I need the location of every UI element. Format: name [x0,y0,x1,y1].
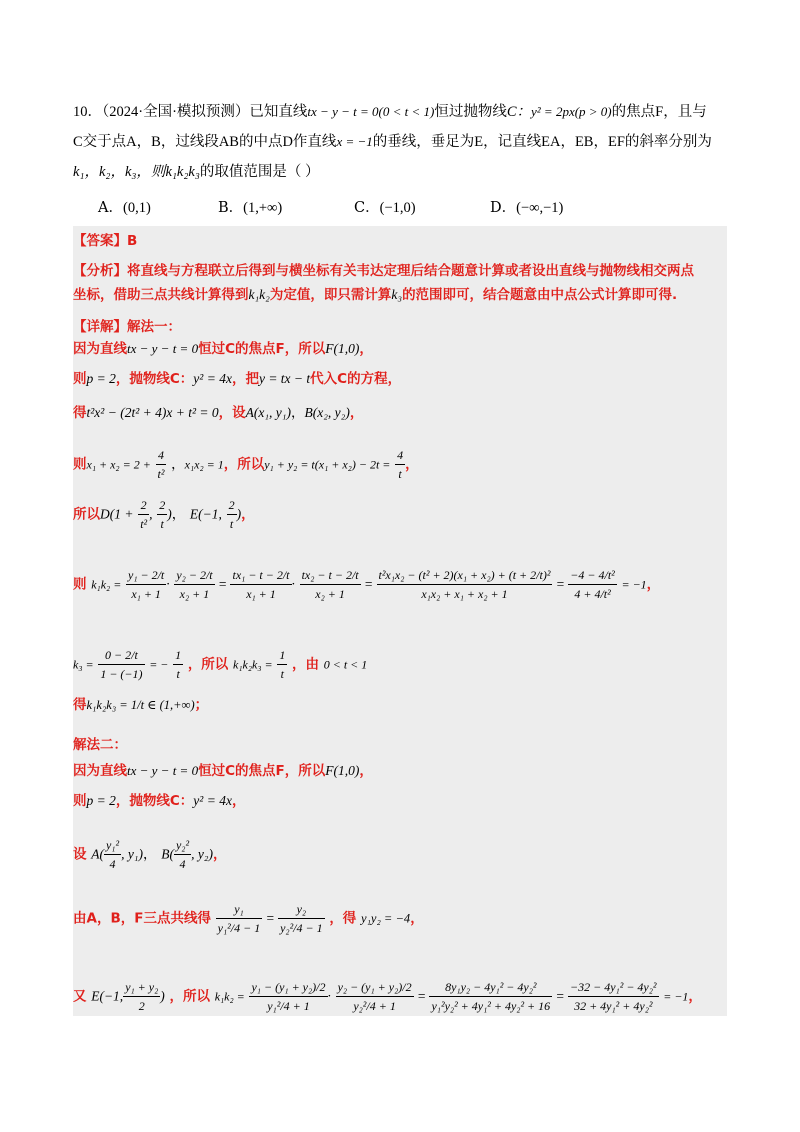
question-text: 的取值范围是（ ） [199,164,320,180]
m1-line-4: 则x₁ + x₂ = 2 + $\frac{4}{\text{t²}}$ ，x₁x₂ = 1，所以y₁ + y₂ = t(x₁ + x₂) − 2t = $\frac{4}{t}$ ， [73,448,419,481]
option-d[interactable]: D．(−∞,−1) [490,200,564,216]
m2-line-5: 又 E(−1, $\frac{\text{y₁ + y₂}}{2}$ ) ，所以 k₁k₂ = $\frac{\text{y₁ − (y₁ + y₂)/2}}{\text{y₁²/4 + 1}}$ · $\frac{\text{y₂ − (y₁ + y₂)/2}}{\text{y₂²/4 + 1}}$ = $\frac{\text{8y₁y₂ − 4y₁² − 4y₂²}}{\text{y₁²y₂² + 4y₁² + 4y₂² + 16}}$ = $\frac{\text{−32 − 4y₁² − 4y₂²}}{\text{32 + 4y₁² + 4y₂²}}$ = −1， [73,980,702,1013]
product-expression: k₁k₂k₃ [165,164,200,180]
m2-line-2: 则p = 2，抛物线C：y² = 4x， [73,793,246,809]
m2-line-4: 由A，B，F三点共线得 $\frac{\text{y₁}}{\text{y₁²/4 − 1}}$ = $\frac{\text{y₂}}{\text{y₂²/4 − 1}}$ ，得 y₁y₂ = −4， [73,902,424,935]
question-line-1 [73,103,707,121]
m2-line-3: 设 A( $\frac{\text{y₁²}}{4}$ , y₁)， B( $\frac{\text{y₂²}}{4}$ , y₂)， [73,838,227,871]
m1-line-8: 得k₁k₂k₃ = 1/t ∈ (1,+∞)； [73,697,209,713]
m1-line-6: 则 k₁k₂ = $\frac{\text{y₁ − 2/t}}{\text{x₁ + 1}}$ · $\frac{\text{y₂ − 2/t}}{\text{x₂ + 1}}$ = $\frac{\text{tx₁ − t − 2/t}}{\text{x₁ + 1}}$ · $\frac{\text{tx₂ − t − 2/t}}{\text{x₂ + 1}}$ = $\frac{\text{t²x₁x₂ − (t² + 2)(x₁ + x₂) + (t + 2/t)²}}{\text{x₁x₂ + x₁ + x₂ + 1}}$ = $\frac{\text{−4 − 4/t²}}{\text{4 + 4/t²}}$ = −1， [73,568,661,601]
question-text: 的焦点F，且与 [611,104,707,120]
question-line-2 [73,133,712,151]
m1-line-1: 因为直线tx − y − t = 0恒过C的焦点F，所以F(1,0)， [73,341,373,357]
question-text: 恒过抛物线 [434,104,507,120]
question-source: （2024·全国·模拟预测） [102,104,250,120]
option-c[interactable]: C．(−1,0) [354,200,416,216]
m1-line-7: k₃ = $\frac{0 - 2/t}{1 - (-1)}$ = − $\frac{1}{t}$ ，所以 k₁k₂k₃ = $\frac{1}{t}$ ，由 0 < t < 1 [73,648,368,681]
m1-line-2: 则p = 2，抛物线C：y² = 4x，把y = tx − t代入C的方程， [73,371,402,387]
question-text: 的垂线，垂足为E，记直线EA，EB，EF的斜率分别为 [372,134,712,150]
answer-label: 【答案】B [73,233,138,249]
analysis-line-1: 【分析】将直线与方程联立后得到与横坐标有关韦达定理后结合题意计算或者设出直线与抛物线相交两点 [73,263,694,279]
question-text: k₁，k₂，k₃，则 [73,164,166,180]
parabola-equation: y² = 2px(p > 0) [531,104,612,119]
option-b[interactable]: B．(1,+∞) [218,200,283,216]
question-text: C交于点A，B，过线段AB的中点D作直线 [73,134,337,150]
directrix-equation: x = −1 [336,134,373,149]
question-number: 10． [73,104,102,120]
method-2-heading: 解法二： [73,737,127,753]
m1-line-3: 得t²x² − (2t² + 4)x + t² = 0，设A(x₁, y₁)，B(x₂, y₂)， [73,405,364,421]
detail-heading: 【详解】解法一： [73,319,181,335]
analysis-line-2: 坐标，借助三点共线计算得到k₁k₂为定值，即只需计算k₃的范围即可，结合题意由中点公式计算即可得. [73,287,678,303]
m2-line-1: 因为直线tx − y − t = 0恒过C的焦点F，所以F(1,0)， [73,763,373,779]
curve-label: C： [506,104,531,120]
question-text: 已知直线 [249,104,308,120]
m1-line-5: 所以D(1 + $\frac{2}{\text{t²}}$ , $\frac{2}{t}$ )， E(−1, $\frac{2}{t}$ )， [73,498,255,531]
line-equation: tx − y − t = 0(0 < t < 1) [307,104,435,119]
option-a[interactable]: A．(0,1) [98,200,151,216]
question-line-3 [73,163,320,181]
